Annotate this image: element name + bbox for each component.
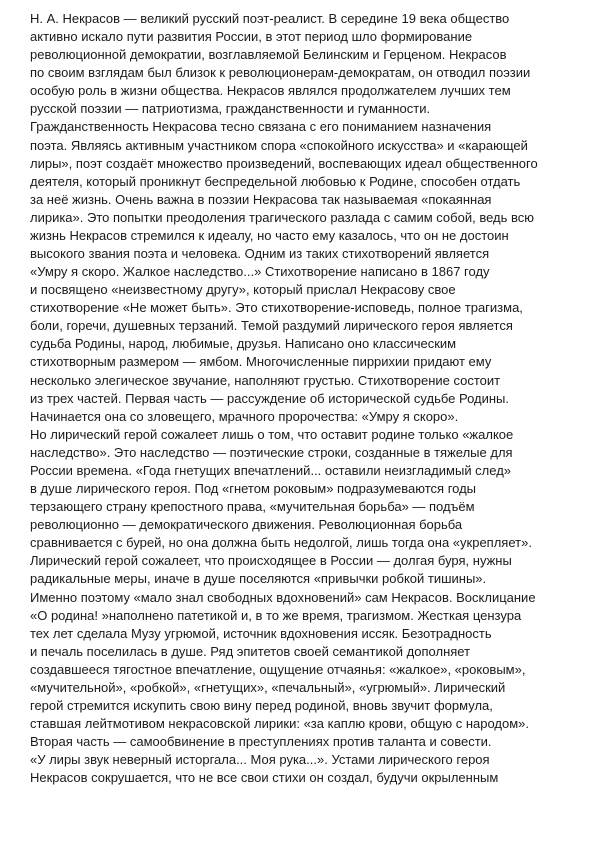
text-line: поэта. Являясь активным участником спора «спокойного искусства» и «карающей [30,137,528,153]
text-line: Лирический герой сожалеет, что происходящее в России — долгая буря, нужны [30,553,512,569]
text-line: особую роль в жизни общества. Некрасов являлся продолжателем лучших тем [30,83,511,99]
text-line: высокого звания поэта и человека. Одним из таких стихотворений является [30,246,490,262]
text-line: революционной демократии, возглавляемой Белинским и Герценом. Некрасов [30,47,507,63]
text-line: деятеля, который проникнут беспредельной любовью к Родине, способен отдать [30,173,521,189]
text-line: несколько элегическое звучание, наполняют грустью. Стихотворение состоит [30,372,501,388]
text-line: судьба Родины, народ, любимые, друзья. Написано оно классическим [30,336,457,352]
text-line: активно искало пути развития России, в этот период шло формирование [30,29,473,45]
text-line: Гражданственность Некрасова тесно связана с его пониманием назначения [30,119,492,135]
text-line: из трех частей. Первая часть — рассуждение об исторической судьбе Родины. [30,390,510,406]
text-line: терзающего страну крепостного права, «мучительная борьба» — подъём [30,499,475,515]
text-line: Некрасов сокрушается, что не все свои стихи он создал, будучи окрыленным [30,770,499,786]
text-line: за неё жизнь. Очень важна в поэзии Некрасова так называемая «покаянная [30,191,492,207]
text-line: революционно — демократического движения. Революционная борьба [30,517,463,533]
text-line: стихотворение «Не может быть». Это стихотворение-исповедь, полное трагизма, [30,300,523,316]
text-line: Но лирический герой сожалеет лишь о том, что оставит родине только «жалкое [30,426,514,442]
text-line: жизнь Некрасов стремился к идеалу, но часто ему казалось, что он не достоин [30,227,509,243]
text-line: «мучительной», «робкой», «гнетущих», «печальный», «угрюмый». Лирический [30,679,506,695]
text-line: «Умру я скоро. Жалкое наследство...» Стихотворение написано в 1867 году [30,264,490,280]
text-line: радикальные меры, иначе в душе поселяются «привычки робкой тишины». [30,571,487,587]
text-line: боли, горечи, душевных терзаний. Темой раздумий лирического героя является [30,318,513,334]
text-line: Начинается она со зловещего, мрачного пророчества: «Умру я скоро». [30,408,459,424]
text-line: и посвящено «неизвестному другу», который прислал Некрасову свое [30,282,456,298]
text-line: лиры», поэт создаёт множество произведений, воспевающих идеал общественного [30,155,538,171]
text-line: стихотворным размером — ямбом. Многочисленные пиррихии придают ему [30,354,492,370]
text-line: герой стремится искупить свою вину перед родиной, вновь звучит формула, [30,697,493,713]
text-line: и печаль поселилась в душе. Ряд эпитетов своей семантикой дополняет [30,643,471,659]
text-line: Именно поэтому «мало знал свободных вдохновений» сам Некрасов. Восклицание [30,589,536,605]
text-line: России времена. «Года гнетущих впечатлений... оставили неизгладимый след» [30,462,512,478]
text-line: тех лет сделала Музу угрюмой, источник вдохновения иссяк. Безотрадность [30,625,492,641]
text-line: создавшееся тягостное впечатление, ощущение отчаянья: «жалкое», «роковым», [30,661,526,677]
text-line: лирика». Это попытки преодоления трагического разлада с самим собой, ведь всю [30,209,535,225]
text-line: сравнивается с бурей, но она должна быть недолгой, лишь тогда она «укрепляет». [30,535,532,551]
text-line: наследство». Это наследство — поэтические строки, созданные в тяжелые для [30,444,513,460]
text-line: русской поэзии — патриотизма, гражданственности и гуманности. [30,101,431,117]
text-line: Вторая часть — самообвинение в преступлениях против таланта и совести. [30,734,492,750]
text-line: «У лиры звук неверный исторгала... Моя рука...». Устами лирического героя [30,752,490,768]
text-line: «О родина! »наполнено патетикой и, в то же время, трагизмом. Жесткая цензура [30,607,522,623]
text-line: в душе лирического героя. Под «гнетом роковым» подразумеваются годы [30,481,477,497]
text-line: ставшая лейтмотивом некрасовской лирики: «за каплю крови, общую с народом». [30,716,529,732]
text-line: по своим взглядам был близок к революционерам-демократам, он отводил поэзии [30,65,531,81]
essay-text [30,10,575,787]
text-line: Н. А. Некрасов — великий русский поэт-реалист. В середине 19 века общество [30,11,510,26]
